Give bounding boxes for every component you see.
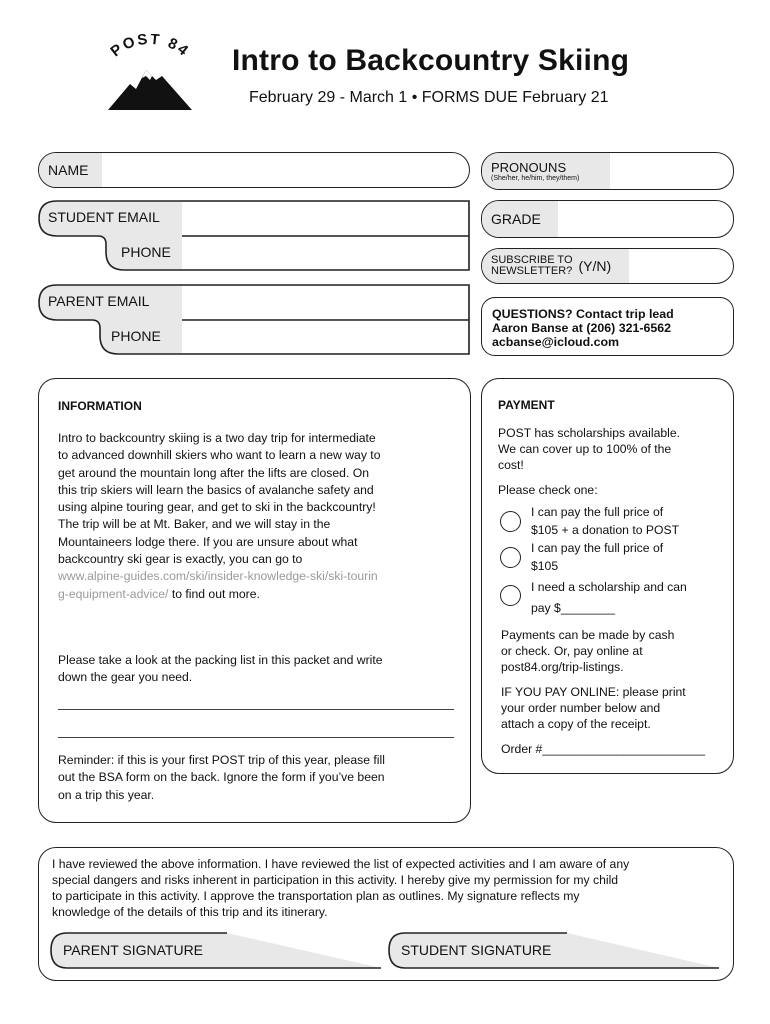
radio-scholarship[interactable] [500,585,521,606]
name-label: NAME [39,153,102,187]
option-full-price-donation [531,504,679,539]
info-line: backcountry ski gear is exactly, you can go to [58,552,303,567]
grade-field[interactable] [481,200,734,238]
order-number-field[interactable]: Order #________________________ [501,742,705,756]
packing-line: Please take a look at the packing list in this packet and write [58,653,383,667]
student-phone-input[interactable] [182,237,468,269]
payment-line: or check. Or, pay online at [501,644,643,658]
post84-logo [100,34,200,116]
scholarship-line: cost! [498,458,524,472]
scholarship-line: POST has scholarships available. [498,426,681,440]
information-heading: INFORMATION [58,399,142,413]
payment-heading: PAYMENT [498,398,555,412]
consent-line: special dangers and risks inherent in participation in this activity. I hereby give my permission for my child [52,873,619,887]
gear-write-line[interactable] [58,709,454,710]
newsletter-label [482,249,629,283]
consent-box [38,847,734,981]
student-email-label: STUDENT EMAIL [48,209,160,225]
online-payment-note [501,684,731,732]
info-line: to find out more. [168,586,260,601]
parent-contact-group [38,284,471,356]
reminder-line: on a trip this year. [58,787,155,802]
pronouns-hint: (She/her, he/him, they/them) [491,174,580,182]
gear-advice-link-cont[interactable]: g-equipment-advice/ [58,586,169,601]
information-body [58,430,468,603]
packing-line: down the gear you need. [58,670,193,685]
info-line: to advanced downhill skiers who want to learn a new way to [58,448,381,463]
pronouns-field[interactable] [481,152,734,190]
newsletter-label-line1: SUBSCRIBE TO [491,254,573,266]
newsletter-yn: (Y/N) [578,258,612,274]
name-field[interactable] [38,152,470,188]
parent-signature-input[interactable] [229,932,379,967]
page-subtitle: February 29 - March 1 • FORMS DUE February 21 [249,89,609,106]
information-box [38,378,471,823]
info-line: Mountaineers lodge there. If you are unsure about what [58,534,358,549]
consent-line: to participate in this activity. I approve the transportation plan as outlines. My signature reflects my [52,889,580,903]
option-full-price [531,540,663,575]
student-signature-input[interactable] [569,932,719,967]
reminder-text [58,752,468,804]
option-scholarship [531,577,687,619]
parent-email-label: PARENT EMAIL [48,293,150,309]
student-phone-label: PHONE [121,244,171,260]
questions-line1: QUESTIONS? Contact trip lead [492,307,674,321]
scholarship-info [498,425,728,473]
payment-methods [501,627,731,675]
option-line: I can pay the full price of [531,505,664,519]
radio-full-price[interactable] [500,547,521,568]
payment-link[interactable]: post84.org/trip-listings. [501,660,624,674]
info-line: using alpine touring gear, and get to ski in the backcountry! [58,500,376,515]
option-line: $105 + a donation to POST [531,522,680,537]
newsletter-field[interactable] [481,248,734,284]
page-title: Intro to Backcountry Skiing [232,44,630,77]
pronouns-label [482,153,610,189]
online-line: attach a copy of the receipt. [501,717,651,731]
logo-text: POST 84 [107,34,193,61]
scholarship-amount-field[interactable]: pay $________ [531,601,616,615]
option-line: I need a scholarship and can [531,580,687,594]
student-signature-label: STUDENT SIGNATURE [401,942,552,958]
info-line: The trip will be at Mt. Baker, and we will stay in the [58,517,331,532]
online-line: IF YOU PAY ONLINE: please print [501,685,686,699]
parent-signature-label: PARENT SIGNATURE [63,942,204,958]
info-line: get around the mountain long after the lifts are closed. On [58,465,369,480]
consent-line: I have reviewed the above information. I have reviewed the list of expected activities and I am aware of any [52,857,630,871]
reminder-line: Reminder: if this is your first POST trip of this year, please fill [58,753,385,767]
radio-full-price-donation[interactable] [500,511,521,532]
consent-line: knowledge of the details of this trip and its itinerary. [52,905,328,919]
parent-email-input[interactable] [182,286,468,319]
reminder-line: out the BSA form on the back. Ignore the form if you’ve been [58,770,385,785]
scholarship-line: We can cover up to 100% of the [498,442,672,456]
payment-box [481,378,734,774]
questions-box [481,297,734,356]
payment-line: Payments can be made by cash [501,628,675,642]
newsletter-label-line2: NEWSLETTER? [491,265,573,277]
gear-write-line[interactable] [58,737,454,738]
packing-instructions [58,652,468,687]
info-line: Intro to backcountry skiing is a two day trip for intermediate [58,431,376,445]
student-contact-group [38,200,471,272]
pronouns-label-text: PRONOUNS [491,159,567,175]
questions-email[interactable]: acbanse@icloud.com [492,335,620,349]
student-email-input[interactable] [182,202,468,235]
option-line: I can pay the full price of [531,541,664,555]
parent-phone-input[interactable] [182,321,468,353]
grade-label: GRADE [482,201,558,237]
option-line: $105 [531,558,559,573]
questions-line2: Aaron Banse at (206) 321-6562 [492,321,672,335]
info-line: this trip skiers will learn the basics of avalanche safety and [58,482,374,497]
online-line: your order number below and [501,701,661,715]
check-one-label: Please check one: [498,483,598,497]
parent-phone-label: PHONE [111,328,161,344]
gear-advice-link[interactable]: www.alpine-guides.com/ski/insider-knowledge-ski/ski-tourin [58,569,378,584]
consent-text [52,856,728,920]
